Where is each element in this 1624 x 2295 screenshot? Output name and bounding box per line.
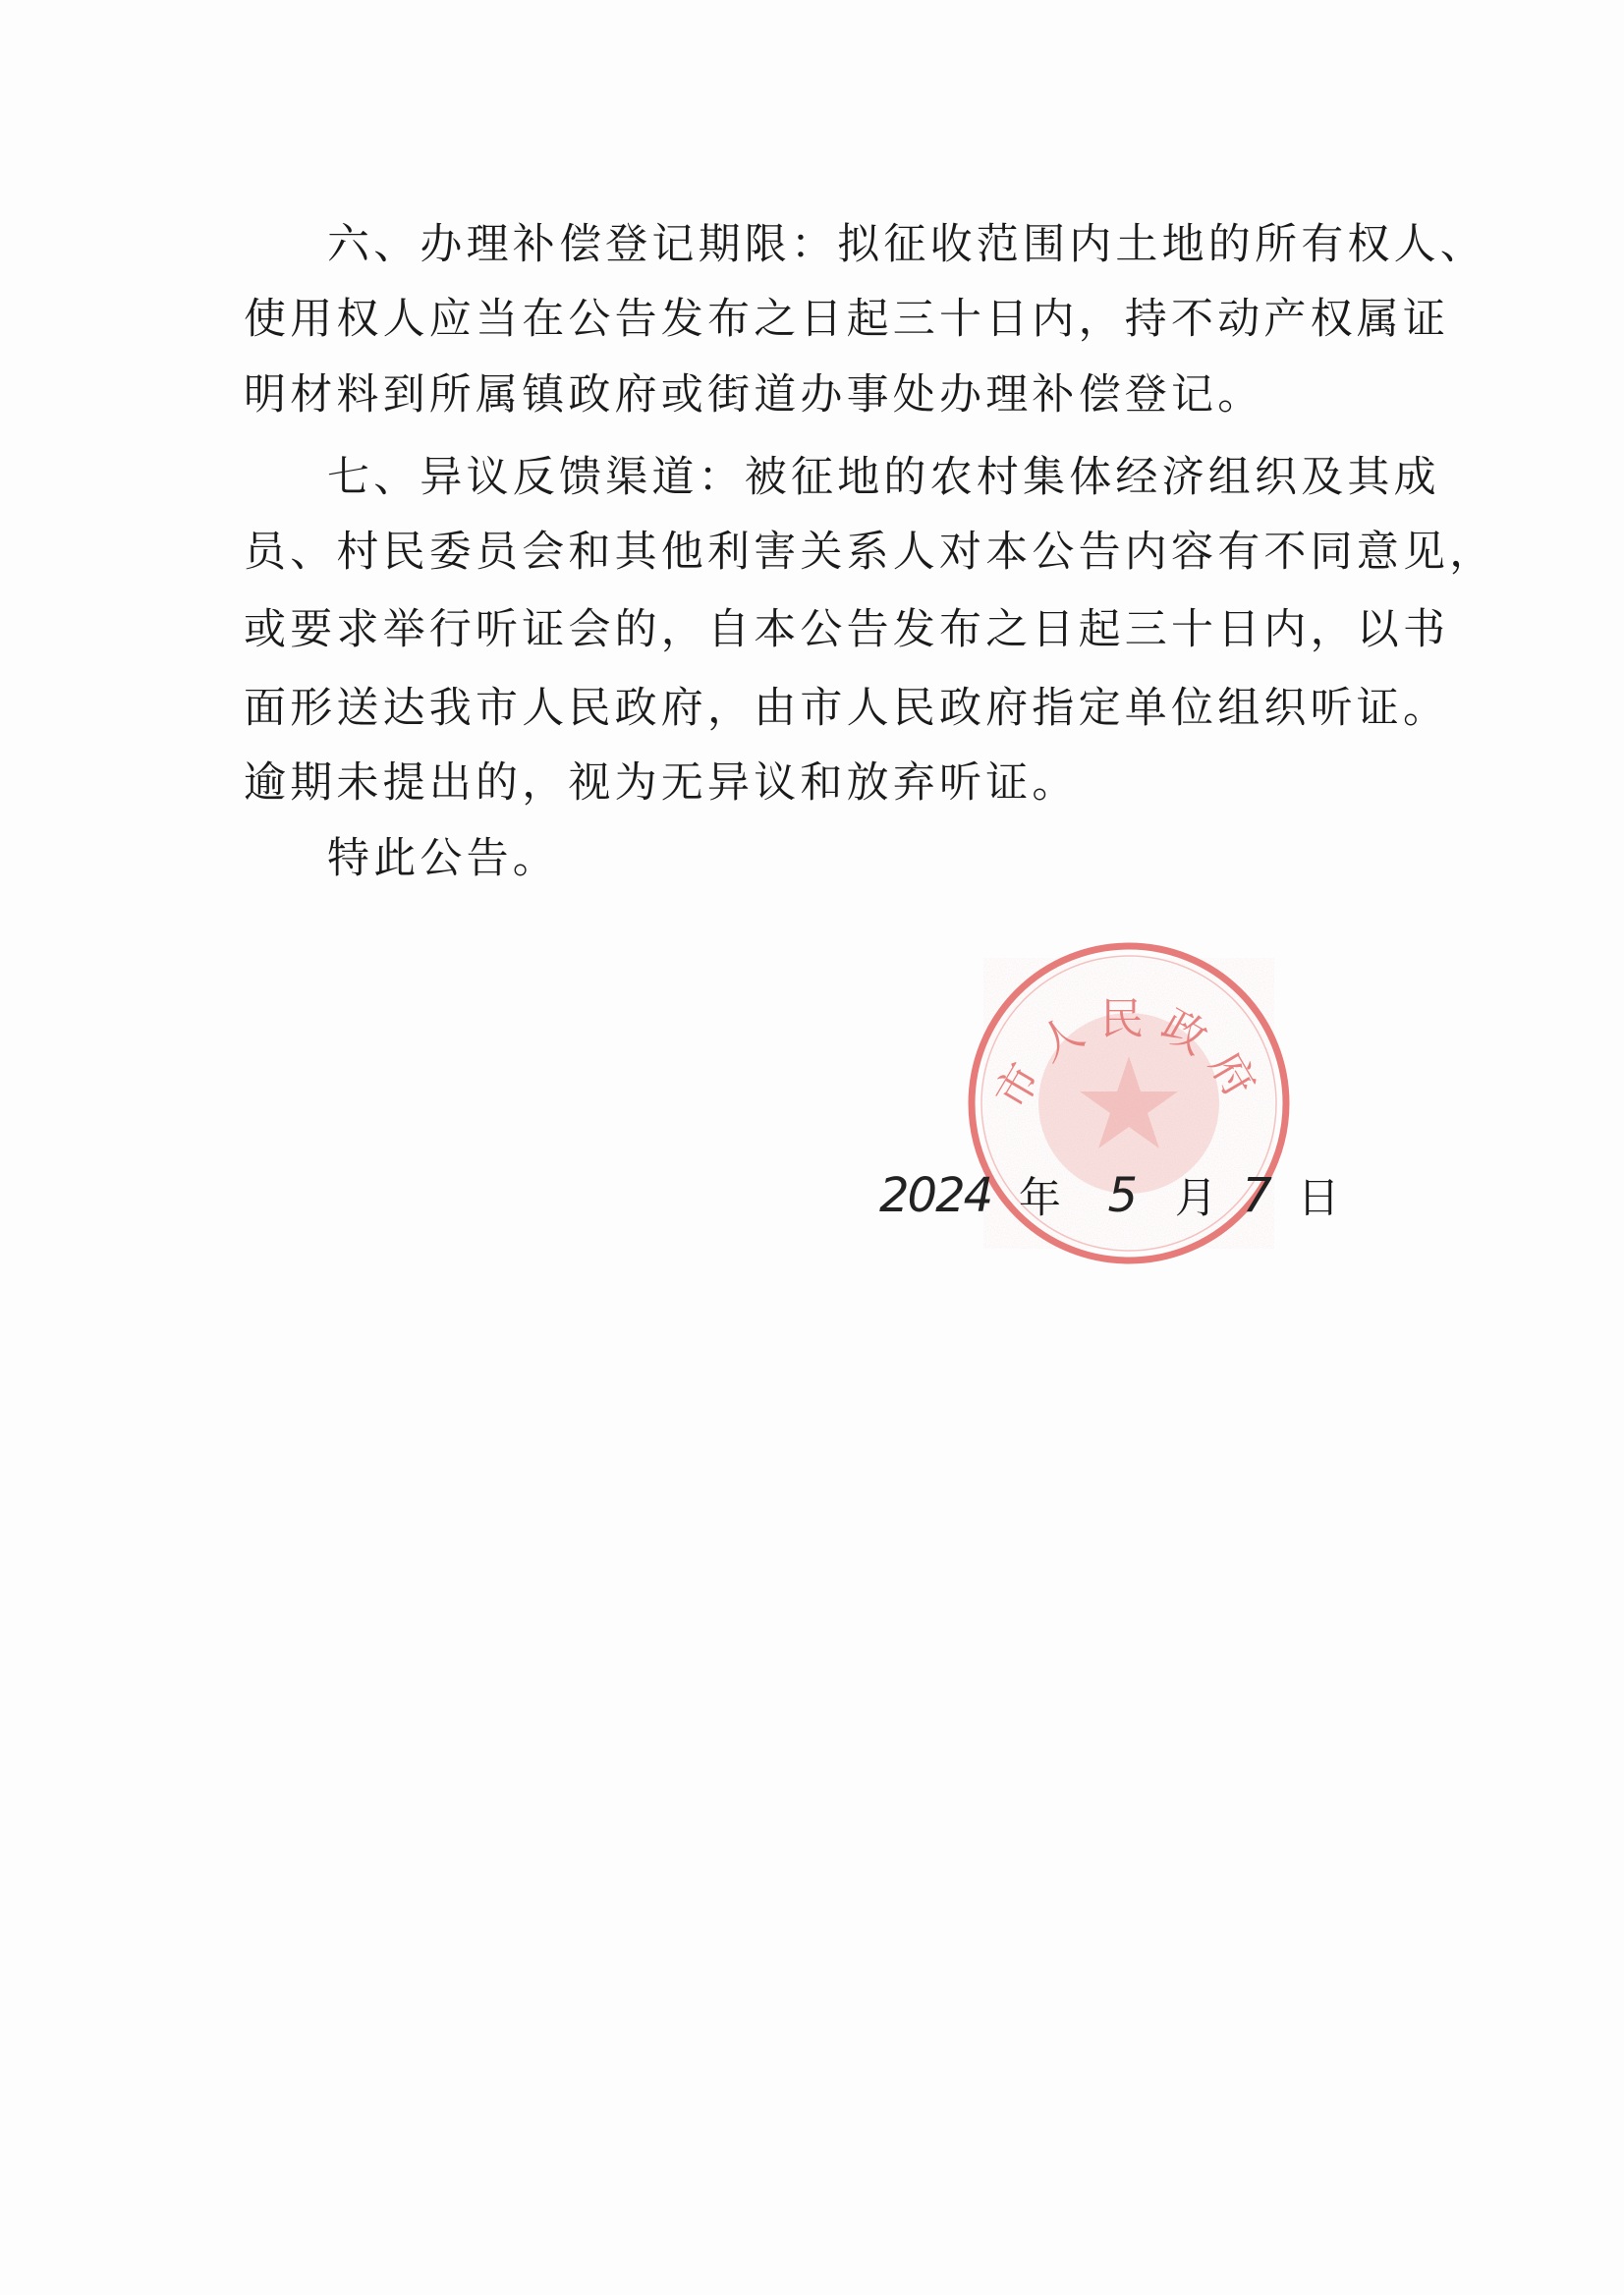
date-month-unit: 月 [1174,1174,1217,1223]
date-year: 2024 [879,1167,992,1223]
paragraph-seven-line-1: 七、异议反馈渠道：被征地的农村集体经济组织及其成 [327,453,1440,502]
paragraph-six-line-3: 明材料到所属镇政府或街道办事处办理补偿登记。 [244,370,1264,420]
paragraph-six-line-2: 使用权人应当在公告发布之日起三十日内，持不动产权属证 [244,295,1450,344]
paragraph-seven-line-2: 员、村民委员会和其他利害关系人对本公告内容有不同意见， [244,528,1496,577]
signature-date [879,1165,1340,1234]
date-month: 5 [1107,1167,1137,1223]
paragraph-seven-line-3: 或要求举行听证会的，自本公告发布之日起三十日内，以书 [244,605,1450,654]
paragraph-six-line-1: 六、办理补偿登记期限：拟征收范围内土地的所有权人、 [327,220,1486,269]
date-year-unit: 年 [1018,1174,1061,1223]
seal-text: 市人民政府 [985,994,1272,1118]
closing-text: 特此公告。 [327,834,559,883]
paragraph-seven-line-4: 面形送达我市人民政府，由市人民政府指定单位组织听证。 [244,684,1450,733]
date-day: 7 [1242,1167,1270,1223]
paragraph-seven-line-5: 逾期未提出的，视为无异议和放弃听证。 [244,758,1079,808]
date-day-unit: 日 [1297,1174,1340,1223]
